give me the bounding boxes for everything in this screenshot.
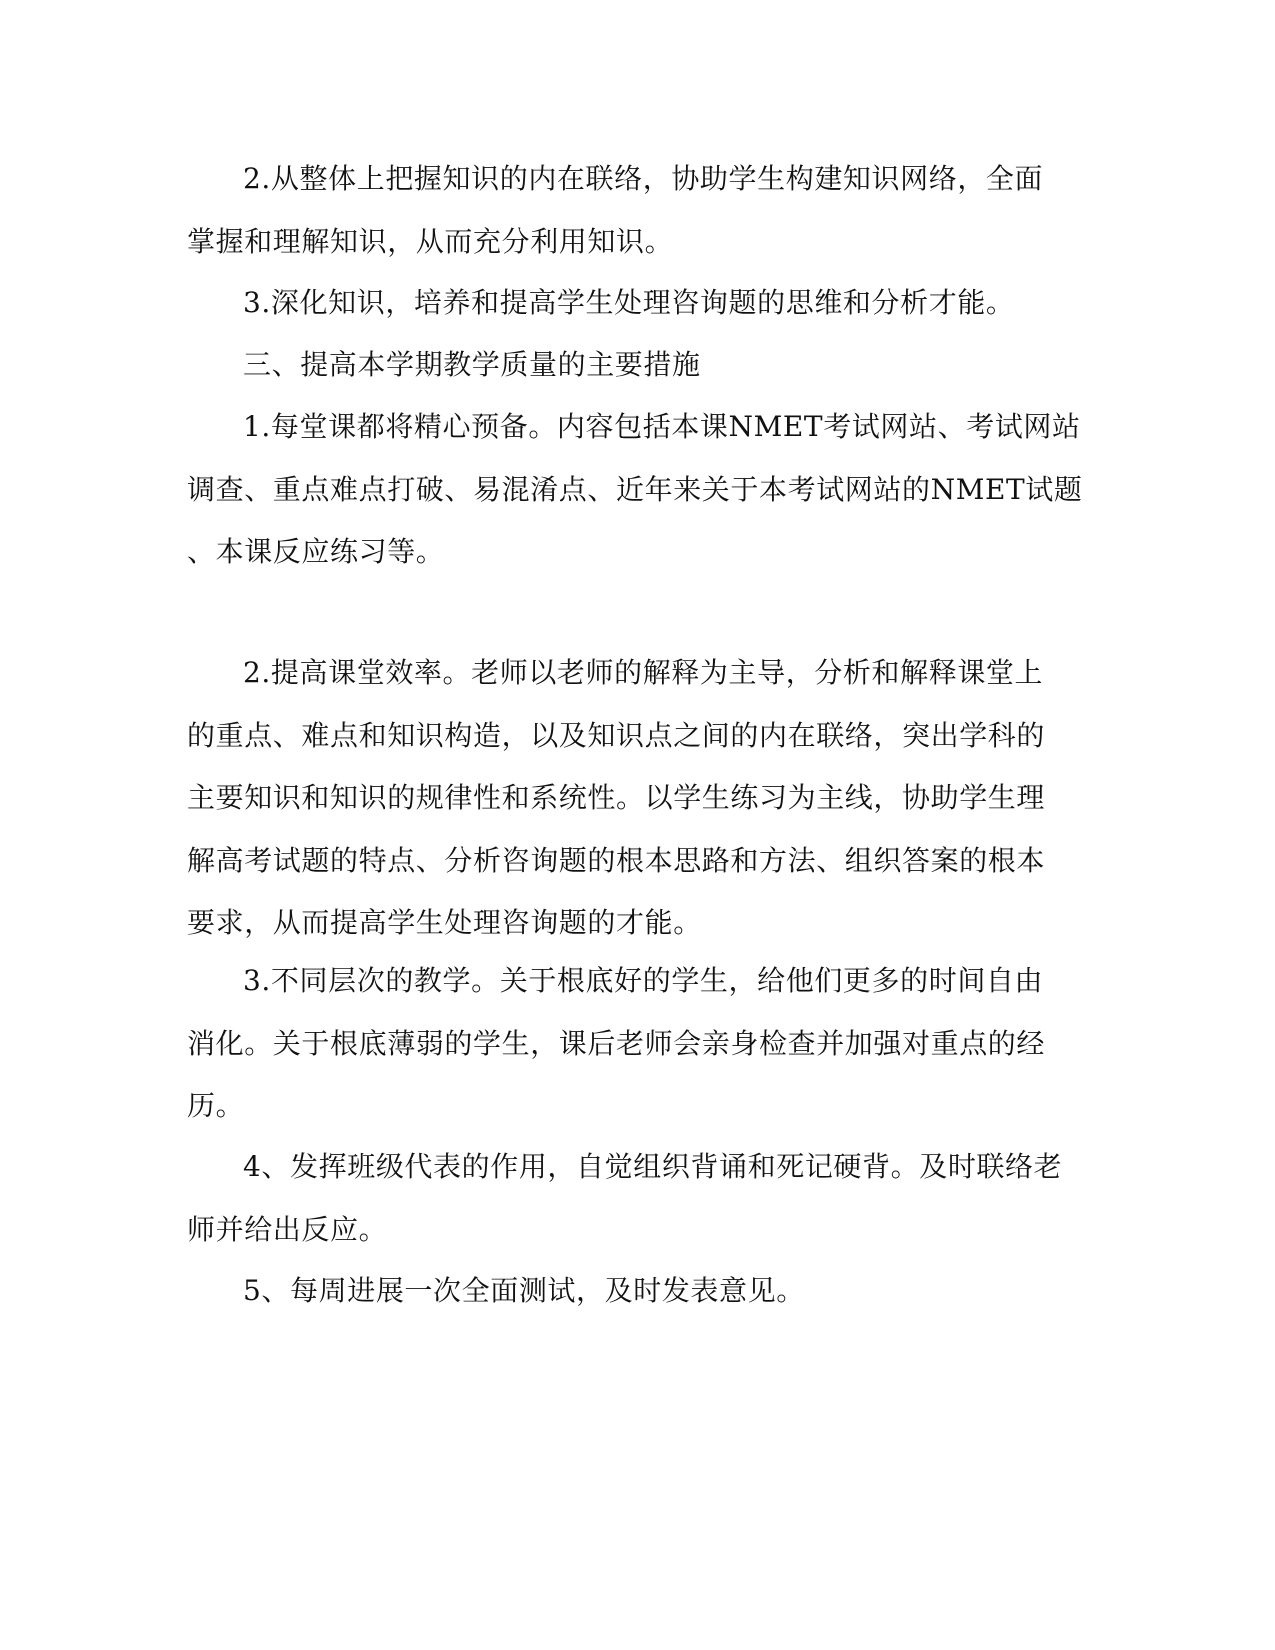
text-line: 3.深化知识，培养和提高学生处理咨询题的思维和分析才能。 [243, 286, 1015, 319]
paragraph-deepen-knowledge [187, 272, 1067, 335]
text-line: 主要知识和知识的规律性和系统性。以学生练习为主线，协助学生理 [187, 781, 1046, 814]
text-line: 2.从整体上把握知识的内在联络，协助学生构建知识网络，全面 [243, 162, 1044, 195]
paragraph-layered-teaching [187, 950, 1067, 1138]
text-line: 师并给出反应。 [187, 1212, 388, 1246]
text-line: 、本课反应练习等。 [187, 535, 445, 568]
text-line: 的重点、难点和知识构造，以及知识点之间的内在联络，突出学科的 [187, 718, 1046, 752]
text-line: 消化。关于根底薄弱的学生，课后老师会亲身检查并加强对重点的经 [187, 1026, 1046, 1060]
text-line: 要求，从而提高学生处理咨询题的才能。 [187, 906, 702, 939]
text-line: 5、每周进展一次全面测试，及时发表意见。 [243, 1274, 805, 1307]
text-line: 历。 [187, 1089, 245, 1122]
paragraph-class-efficiency [187, 642, 1067, 955]
text-line: 掌握和理解知识，从而充分利用知识。 [187, 224, 674, 258]
text-line: 调查、重点难点打破、易混淆点、近年来关于本考试网站的NMET试题 [187, 472, 1083, 506]
text-line: 解高考试题的特点、分析咨询题的根本思路和方法、组织答案的根本 [187, 843, 1046, 877]
paragraph-lesson-prep [187, 396, 1083, 584]
section-heading [187, 334, 1067, 397]
text-line: 4、发挥班级代表的作用，自觉组织背诵和死记硬背。及时联络老 [243, 1150, 1063, 1183]
text-line: 1.每堂课都将精心预备。内容包括本课NMET考试网站、考试网站 [243, 410, 1081, 443]
paragraph-weekly-test [187, 1260, 1067, 1323]
section-heading-text: 三、提高本学期教学质量的主要措施 [243, 348, 701, 381]
text-line: 2.提高课堂效率。老师以老师的解释为主导，分析和解释课堂上 [243, 656, 1044, 689]
paragraph-class-representatives [187, 1136, 1067, 1261]
text-line: 3.不同层次的教学。关于根底好的学生，给他们更多的时间自由 [243, 964, 1044, 997]
paragraph-knowledge-network [187, 148, 1067, 273]
